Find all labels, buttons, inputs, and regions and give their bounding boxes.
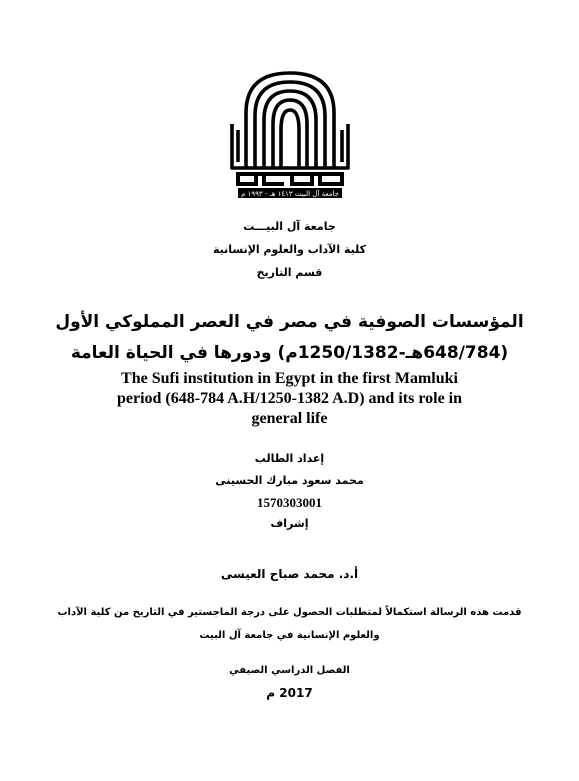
english-title-line-2: period (648-784 A.H/1250-1382 A.D) and its role in — [116, 390, 463, 407]
semester: الفصل الدراسي الصيفي — [229, 665, 350, 676]
submission-statement-line-2: والعلوم الإنسانية في جامعة آل البيت — [199, 630, 380, 641]
al-albayt-university-logo — [228, 68, 352, 202]
supervisor-name: أ.د. محمد صباح العيسى — [220, 567, 359, 581]
english-title-line-3: general life — [251, 410, 328, 427]
university-name: جامعة آل البيـــت — [243, 220, 336, 233]
prepared-by-label: إعداد الطالب — [254, 452, 325, 465]
supervision-label: إشراف — [270, 517, 309, 530]
logo-caption: جامعة آل البيت ١٤١٣ هـ - ١٩٩٣ م — [241, 190, 339, 198]
submission-statement-line-1: قدمت هذه الرسالة استكمالاً لمتطلبات الحصول على درجة الماجستير في التاريخ من كلية الآداب — [57, 607, 522, 618]
arabic-title-line-2: (648/784هـ-1250/1382م) ودورها في الحياة العامة — [70, 343, 509, 363]
student-name: محمد سعود مبارك الحسينى — [215, 474, 364, 487]
year: 2017 م — [266, 686, 313, 700]
faculty-name: كلية الآداب والعلوم الإنسانية — [212, 243, 367, 256]
english-title-line-1: The Sufi institution in Egypt in the first Mamluki — [121, 370, 458, 387]
student-id: 1570303001 — [257, 495, 322, 510]
department-name: قسم التاريخ — [256, 266, 323, 279]
arabic-title-line-1: المؤسسات الصوفية في مصر في العصر المملوكي الأول — [55, 312, 524, 332]
